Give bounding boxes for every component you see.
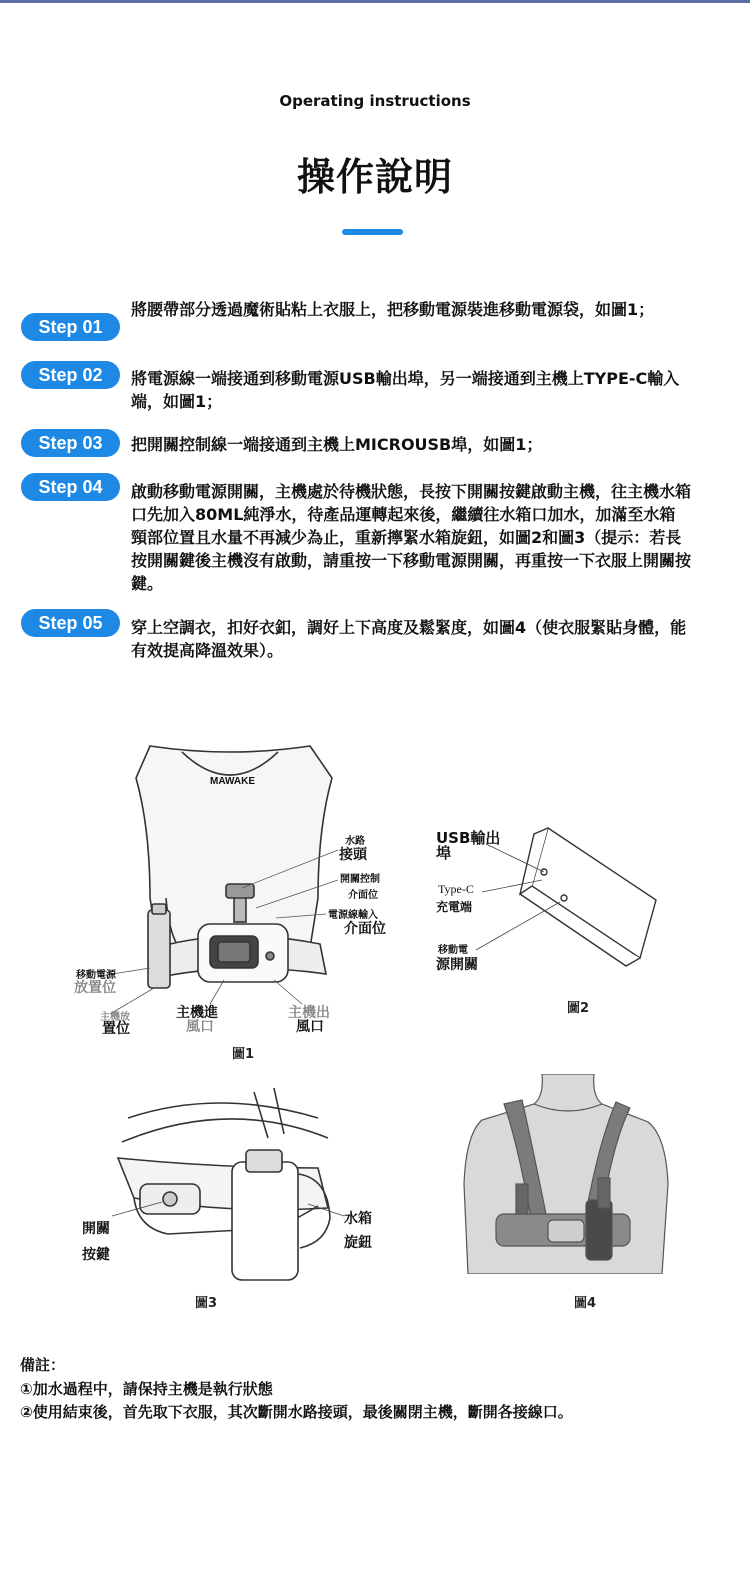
label-switch-a: 移動電 xyxy=(438,945,468,956)
step-badge: Step 02 xyxy=(21,361,120,389)
step-badge: Step 04 xyxy=(21,473,120,501)
figure-2-caption: 圖2 xyxy=(567,1001,590,1016)
brand-logo-text: MAWAKE xyxy=(210,776,255,787)
label-usb-a: USB輸出 xyxy=(436,829,501,847)
label-outlet-a: 主機出 xyxy=(288,1005,330,1021)
label-bank-b: 放置位 xyxy=(74,980,116,996)
note-item: ②使用結束後，首先取下衣服，其次斷開水路接頭，最後關閉主機，斷開各接線口。 xyxy=(20,1403,573,1421)
step-text: 把開關控制線一端接通到主機上MICROUSB埠，如圖1； xyxy=(131,435,543,454)
label-typec-b: 充電端 xyxy=(436,900,473,914)
note-item: ①加水過程中，請保持主機是執行狀態 xyxy=(20,1380,273,1398)
figure-4-caption: 圖4 xyxy=(574,1296,597,1311)
step-text: 穿上空調衣，扣好衣釦，調好上下高度及鬆緊度，如圖4（使衣服緊貼身體，能有效提高降溫效果）。 xyxy=(131,618,687,660)
figure-3-caption: 圖3 xyxy=(195,1296,218,1311)
title-accent-bar xyxy=(342,229,403,235)
step-text: 將腰帶部分透過魔術貼粘上衣服上，把移動電源裝進移動電源袋，如圖1； xyxy=(131,300,655,319)
figure-1-vest xyxy=(70,718,410,1058)
label-intake-a: 主機進 xyxy=(176,1005,218,1021)
step-text: 啟動移動電源開關，主機處於待機狀態，長按下開關按鍵啟動主機，往主機水箱口先加入80ML純淨水，待產品運轉起來後，繼續往水箱口加水，加滿至水箱頸部位置且水量不再減少為止，重新擰緊水箱旋鈕，如圖2和圖3（提示：若長按開關鍵後主機沒有啟動，請重按一下移動電源開關，再重按一下衣服上開關按鍵。 xyxy=(131,482,692,593)
label-knob-b: 旋鈕 xyxy=(344,1235,372,1251)
top-border xyxy=(0,0,750,3)
label-power-small: 電源線輸入 xyxy=(328,910,378,921)
belt-illustration xyxy=(78,1078,388,1288)
step-text: 將電源線一端接通到移動電源USB輸出埠，另一端接通到主機上TYPE-C輸入端，如圖1； xyxy=(131,369,680,411)
label-usb-b: 埠 xyxy=(436,844,452,862)
step-badge: Step 05 xyxy=(21,609,120,637)
label-water-big: 接頭 xyxy=(339,847,367,863)
figure-3-belt xyxy=(78,1078,388,1288)
label-bank-a: 移動電源 xyxy=(76,970,116,981)
label-intake-b: 風口 xyxy=(186,1019,214,1035)
figure-1-caption: 圖1 xyxy=(232,1047,255,1062)
step-badge: Step 03 xyxy=(21,429,120,457)
figure-2-power-bank xyxy=(430,820,670,1000)
label-typec-a: Type-C xyxy=(438,882,474,896)
label-host-small: 主機放 xyxy=(100,1012,130,1023)
label-knob-a: 水箱 xyxy=(344,1211,372,1227)
label-host-big: 置位 xyxy=(102,1021,130,1037)
label-outlet-b: 風口 xyxy=(296,1019,324,1035)
step-badge: Step 01 xyxy=(21,313,120,341)
wearer-illustration xyxy=(462,1074,674,1274)
chinese-title: 操作說明 xyxy=(296,155,453,199)
label-switch-small2: 介面位 xyxy=(348,890,378,901)
notes-title: 備註： xyxy=(20,1356,66,1374)
label-water-small: 水路 xyxy=(345,836,365,847)
label-button-b: 按鍵 xyxy=(82,1247,110,1263)
figure-4-wearer xyxy=(462,1074,674,1274)
label-power-big: 介面位 xyxy=(344,921,386,937)
label-switch-b: 源開關 xyxy=(436,957,478,973)
english-title: Operating instructions xyxy=(279,92,471,110)
label-switch-small: 開關控制 xyxy=(340,874,380,885)
label-button-a: 開關 xyxy=(82,1221,110,1237)
